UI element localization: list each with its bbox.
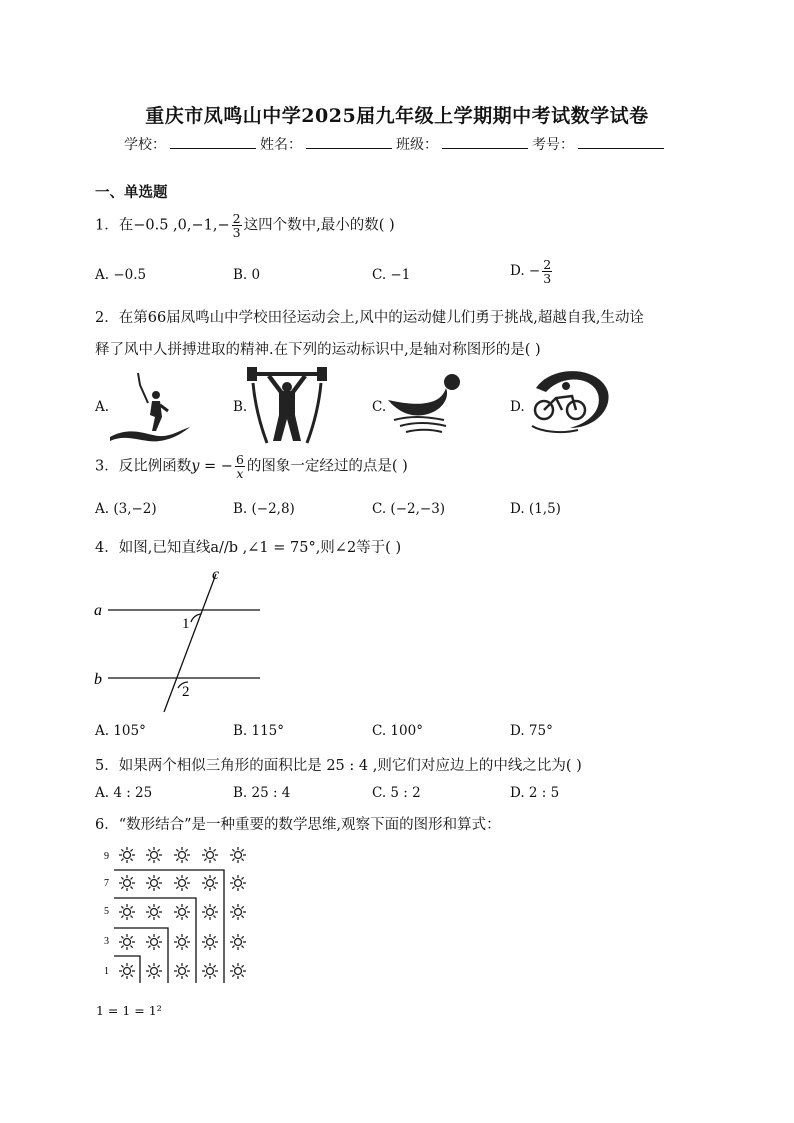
- sun-icon: [230, 934, 246, 950]
- q4-option-c[interactable]: C. 100°: [372, 723, 423, 739]
- q2-option-c[interactable]: C.: [372, 399, 387, 415]
- q1-frac-den: 3: [232, 225, 241, 241]
- q3-option-c[interactable]: C. (−2,−3): [372, 501, 446, 517]
- q3-suffix: 的图象一定经过的点是( ): [246, 458, 408, 475]
- q1-d-fraction: [542, 258, 552, 285]
- water-polo-icon[interactable]: [384, 370, 469, 440]
- q1-frac-num: 2: [232, 211, 241, 226]
- q1-suffix: 这四个数中,最小的数( ): [243, 217, 395, 234]
- q1-fraction: [232, 212, 242, 239]
- school-blank[interactable]: [170, 134, 256, 149]
- sun-icon: [119, 847, 135, 863]
- sun-icon: [202, 847, 218, 863]
- label-b: b: [94, 671, 102, 688]
- sun-icon: [174, 847, 190, 863]
- sun-icon: [119, 934, 135, 950]
- q2-option-a[interactable]: A.: [95, 399, 110, 415]
- q3-prefix: 3．反比例函数: [95, 458, 192, 475]
- sun-icon: [230, 875, 246, 891]
- q1-d-num: 2: [543, 257, 552, 272]
- q3-option-a[interactable]: A. (3,−2): [95, 501, 157, 517]
- sun-icon: [146, 963, 162, 979]
- sun-icon: [230, 904, 246, 920]
- sun-icon: [146, 904, 162, 920]
- sun-icon: [202, 904, 218, 920]
- q1-option-c[interactable]: C. −1: [372, 267, 411, 283]
- label-angle-1: 1: [182, 616, 190, 632]
- line-c: [164, 574, 216, 712]
- school-label: 学校：: [124, 137, 166, 153]
- q4-option-a[interactable]: A. 105°: [95, 723, 146, 739]
- q1-prefix: 1．在: [95, 217, 134, 234]
- l-separator: [114, 898, 196, 983]
- sun-icon: [174, 934, 190, 950]
- sun-icon: [230, 847, 246, 863]
- question-1: [95, 212, 395, 239]
- exam-title: 重庆市凤鸣山中学2025届九年级上学期期中考试数学试卷: [145, 105, 649, 127]
- sun-icon: [174, 963, 190, 979]
- sun-icon: [202, 875, 218, 891]
- q1-d-den: 3: [543, 271, 552, 287]
- q1-number-list: −0.5 ,0,−1,−: [133, 217, 230, 234]
- q4-option-b[interactable]: B. 115°: [233, 723, 285, 739]
- sun-grid-figure: [100, 838, 260, 988]
- q3-option-d[interactable]: D. (1,5): [510, 501, 561, 517]
- q5-option-c[interactable]: C. 5 : 2: [372, 785, 421, 801]
- golfer-icon[interactable]: [108, 365, 193, 445]
- label-c: c: [212, 566, 220, 583]
- row-label: 1: [104, 966, 109, 977]
- q3-frac-den: x: [236, 466, 244, 482]
- question-3: [95, 453, 408, 480]
- q2-option-d[interactable]: D.: [510, 399, 525, 415]
- q2-line-2: 释了风中人拼搏进取的精神.在下列的运动标识中,是轴对称图形的是( ): [95, 342, 541, 358]
- sun-icon: [146, 847, 162, 863]
- q2-option-b[interactable]: B.: [233, 399, 248, 415]
- student-info-row: [124, 134, 668, 154]
- label-a: a: [94, 602, 102, 619]
- q3-option-b[interactable]: B. (−2,8): [233, 501, 295, 517]
- sun-icon: [119, 963, 135, 979]
- section-heading: 一、单选题: [95, 184, 168, 201]
- q4-option-d[interactable]: D. 75°: [510, 723, 553, 739]
- sun-icon: [119, 904, 135, 920]
- sun-icon: [202, 963, 218, 979]
- q5-option-b[interactable]: B. 25 : 4: [233, 785, 291, 801]
- class-label: 班级：: [396, 137, 438, 153]
- q5-option-a[interactable]: A. 4 : 25: [95, 785, 153, 801]
- sun-icon: [230, 963, 246, 979]
- name-blank[interactable]: [306, 134, 392, 149]
- row-label: 9: [104, 851, 109, 862]
- q3-fraction: [235, 453, 245, 480]
- number-blank[interactable]: [578, 134, 664, 149]
- row-label: 3: [104, 936, 109, 947]
- q1-option-b[interactable]: B. 0: [233, 267, 261, 283]
- sun-icon: [174, 875, 190, 891]
- parallel-lines-diagram: [90, 562, 270, 722]
- row-label: 7: [104, 878, 109, 889]
- class-blank[interactable]: [442, 134, 528, 149]
- q3-frac-num: 6: [235, 452, 244, 467]
- sun-icon: [174, 904, 190, 920]
- q1-option-a[interactable]: A. −0.5: [95, 267, 147, 283]
- row-label: 5: [104, 906, 109, 917]
- q3-equation: y = −: [191, 458, 233, 475]
- question-5: 5．如果两个相似三角形的面积比是 25 : 4 ,则它们对应边上的中线之比为( ): [95, 758, 582, 774]
- weightlifter-icon[interactable]: [245, 365, 330, 445]
- sun-icon: [146, 934, 162, 950]
- q1-option-d[interactable]: [510, 258, 554, 285]
- question-4: 4．如图,已知直线a//b ,∠1 = 75°,则∠2等于( ): [95, 540, 402, 556]
- label-angle-2: 2: [182, 684, 190, 700]
- q1-d-prefix: D. −: [510, 263, 541, 280]
- q6-equation: 1 = 1 = 1²: [96, 1003, 162, 1018]
- sun-icon: [146, 875, 162, 891]
- number-label: 考号：: [532, 137, 574, 153]
- sun-icon: [119, 875, 135, 891]
- cyclist-icon[interactable]: [522, 366, 612, 436]
- sun-icon: [202, 934, 218, 950]
- question-6: 6．“数形结合”是一种重要的数学思维,观察下面的图形和算式：: [95, 817, 501, 833]
- q5-option-d[interactable]: D. 2 : 5: [510, 785, 560, 801]
- q2-line-1: 2．在第66届凤鸣山中学校田径运动会上,风中的运动健儿们勇于挑战,超越自我,生动诠: [95, 310, 645, 326]
- name-label: 姓名：: [260, 137, 302, 153]
